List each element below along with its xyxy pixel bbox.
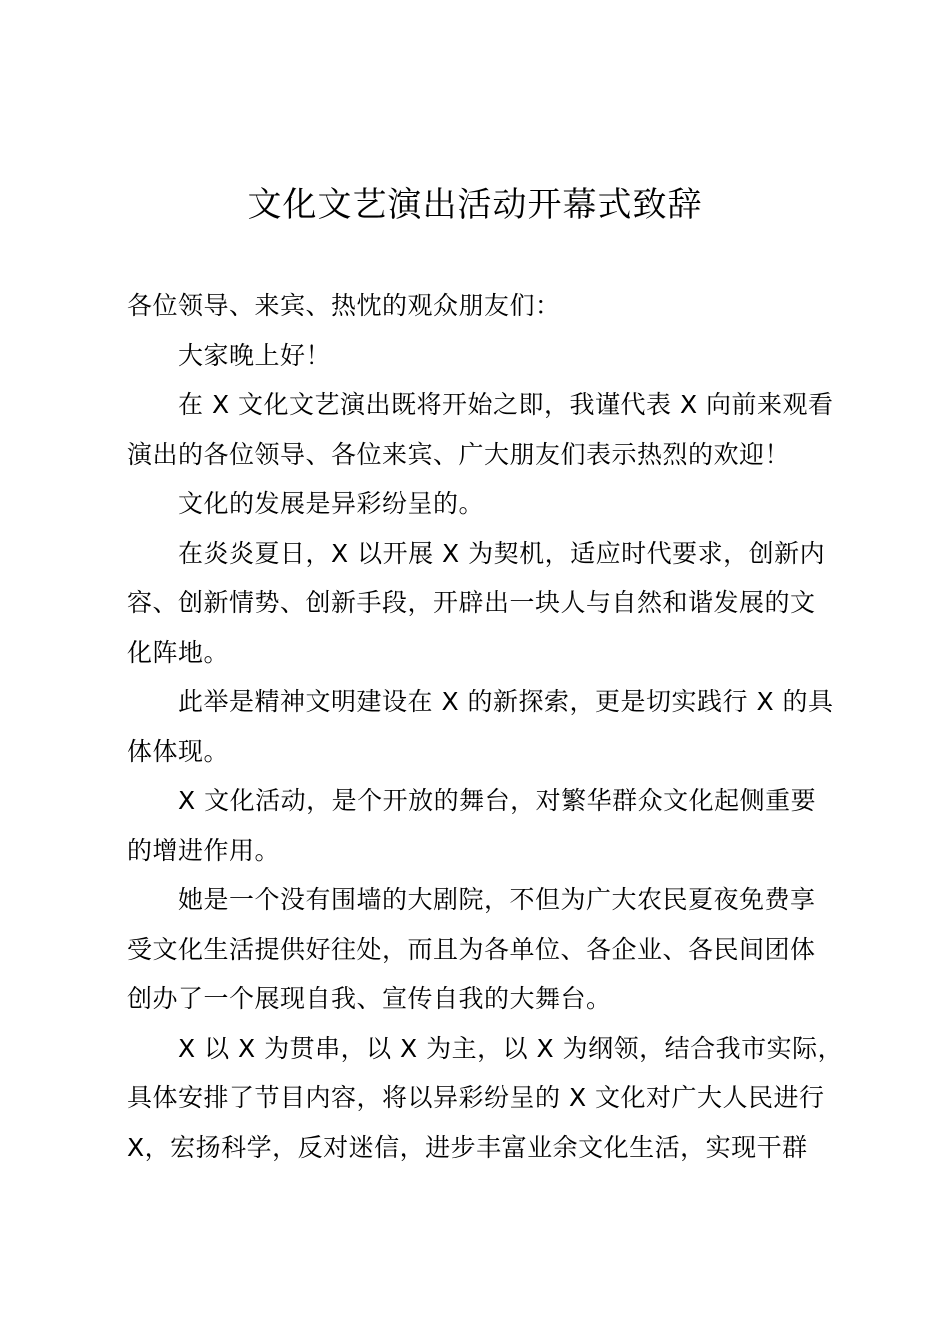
paragraph-line: X 以 X 为贯串，以 X 为主，以 X 为纲领，结合我市实际， xyxy=(178,1033,844,1063)
paragraph-line: X 文化活动，是个开放的舞台，对繁华群众文化起侧重要 xyxy=(178,786,817,815)
paragraph-line: X，宏扬科学，反对迷信，进步丰富业余文化生活，实现干群 xyxy=(127,1132,808,1162)
paragraph-line: 体体现。 xyxy=(127,736,230,766)
paragraph-line: 在 X 文化文艺演出既将开始之即，我谨代表 X 向前来观看 xyxy=(178,390,834,419)
paragraph-line: 大家晚上好！ xyxy=(178,340,332,370)
paragraph-line: 创办了一个展现自我、宣传自我的大舞台。 xyxy=(127,984,612,1013)
paragraph-line: 此举是精神文明建设在 X 的新探索，更是切实践行 X 的具 xyxy=(178,687,834,716)
paragraph-line: 受文化生活提供好往处，而且为各单位、各企业、各民间团体 xyxy=(127,934,816,964)
paragraph-line: 在炎炎夏日，X 以开展 X 为契机，适应时代要求，创新内 xyxy=(178,538,826,568)
paragraph-line: 演出的各位领导、各位来宾、广大朋友们表示热烈的欢迎！ xyxy=(127,439,791,469)
document-title: 文化文艺演出活动开幕式致辞 xyxy=(247,185,703,225)
document-body xyxy=(127,281,844,1172)
paragraph-line: 具体安排了节目内容，将以异彩纷呈的 X 文化对广大人民进行 xyxy=(127,1083,825,1112)
paragraph-line: 化阵地。 xyxy=(127,637,230,667)
paragraph-line: 文化的发展是异彩纷呈的。 xyxy=(178,489,485,518)
paragraph-line: 的增进作用。 xyxy=(127,835,281,865)
paragraph-line: 她是一个没有围墙的大剧院，不但为广大农民夏夜免费享 xyxy=(178,885,816,914)
salutation-line: 各位领导、来宾、热忱的观众朋友们： xyxy=(127,291,561,320)
paragraph-line: 容、创新情势、创新手段，开辟出一块人与自然和谐发展的文 xyxy=(127,588,816,617)
